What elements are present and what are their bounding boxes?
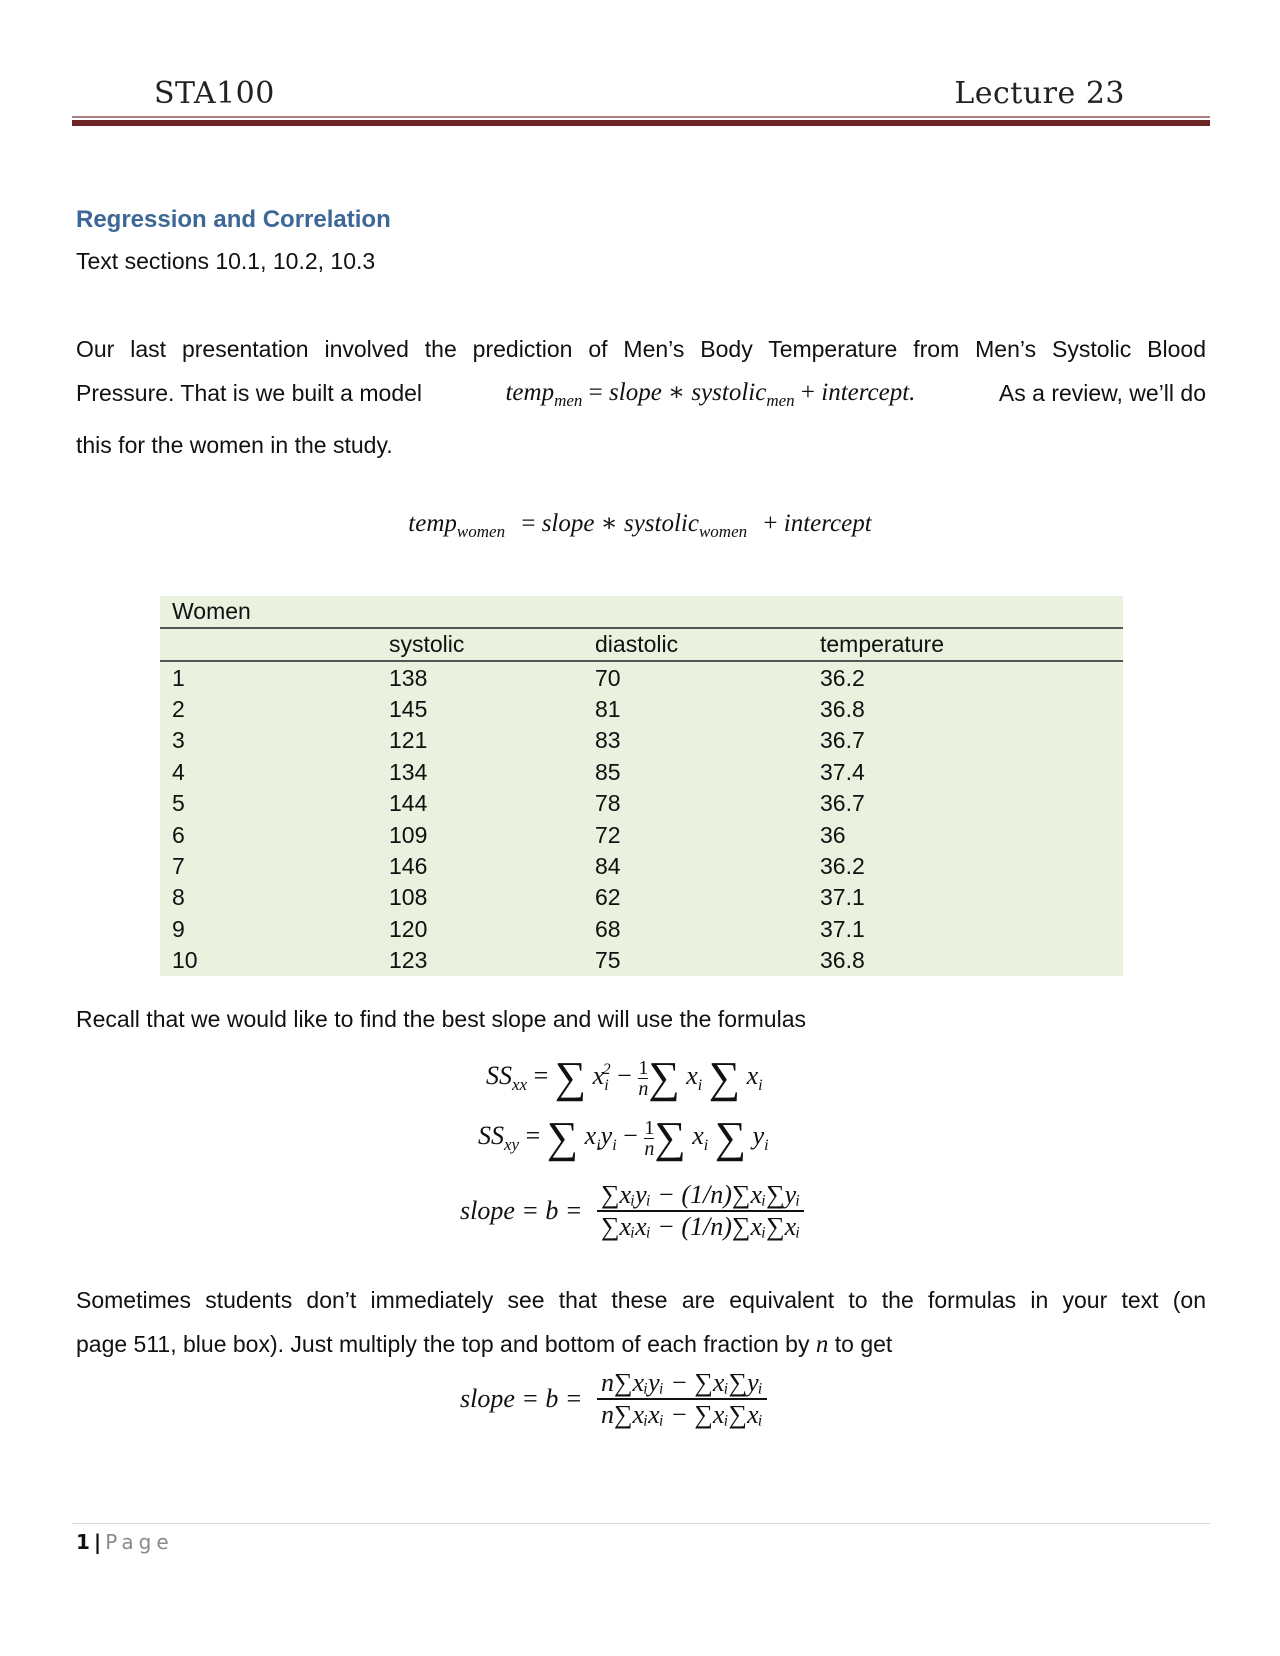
cell: 9 — [172, 915, 185, 942]
cell: 109 — [389, 821, 428, 848]
intro-paragraph — [76, 327, 1206, 467]
eq-intercept: intercept — [783, 510, 872, 537]
cell: 138 — [389, 664, 428, 691]
eq-plus: + — [800, 379, 815, 406]
table-row — [160, 882, 1123, 913]
cell: 4 — [172, 758, 185, 785]
table-caption-row — [160, 596, 1123, 628]
table-row — [160, 788, 1123, 819]
cell: 7 — [172, 852, 185, 879]
footer-rule — [72, 1523, 1210, 1524]
table-row — [160, 725, 1123, 756]
eq-equals: = — [521, 510, 536, 537]
fraction-denominator: n∑xᵢxᵢ − ∑xᵢ∑xᵢ — [597, 1398, 767, 1430]
intro-line-3: this for the women in the study. — [76, 432, 393, 458]
table-row — [160, 661, 1123, 693]
column-header — [160, 628, 377, 661]
equivalence-line-2-prefix: page 511, blue box). Just multiply the top and bottom of each fraction by — [76, 1331, 810, 1357]
cell: 37.4 — [820, 758, 865, 785]
table-row — [160, 694, 1123, 725]
cell: 146 — [389, 852, 428, 879]
ssxy-formula: $SS_{xy}$ = ∑ $x_iy_i$ − $\frac{1}{n}$ ∑ $x_i$ ∑ $y_i$ — [478, 1113, 769, 1162]
table-row — [160, 851, 1123, 882]
page-label: Page — [105, 1530, 174, 1554]
variable-n: n — [815, 1331, 829, 1358]
cell: 36.2 — [820, 664, 865, 691]
slope-formula-1 — [460, 1180, 804, 1242]
slope-formula-2 — [460, 1368, 767, 1430]
cell: 134 — [389, 758, 428, 785]
cell: 84 — [595, 852, 621, 879]
cell: 70 — [595, 664, 621, 691]
course-code: STA100 — [154, 76, 275, 111]
column-header: temperature — [808, 628, 1123, 661]
formula-lhs: SS — [486, 1061, 512, 1090]
formula-lhs-sub: xy — [504, 1135, 520, 1155]
cell: 78 — [595, 790, 621, 817]
cell: 62 — [595, 884, 621, 911]
eq-equals: = — [588, 379, 603, 406]
formula-lhs: slope = b = — [460, 1196, 583, 1225]
header-rule-thin — [72, 116, 1210, 118]
fraction-denominator: ∑xᵢxᵢ − (1/n)∑xᵢ∑xᵢ — [597, 1210, 804, 1242]
column-header: diastolic — [583, 628, 808, 661]
equivalence-line-1: Sometimes students don’t immediately see that these are equivalent to the formulas in your text (on — [76, 1287, 1206, 1313]
eq-slope: slope — [541, 510, 595, 537]
eq-var: systolic — [623, 510, 699, 537]
eq-var-sub: men — [766, 391, 795, 410]
cell: 3 — [172, 727, 185, 754]
cell: 36 — [820, 821, 846, 848]
eq-times: ∗ — [600, 510, 618, 537]
eq-lhs: temp — [505, 379, 555, 406]
table-header-row — [160, 628, 1123, 661]
cell: 108 — [389, 884, 428, 911]
header-rule-thick — [72, 120, 1210, 126]
eq-plus: + — [763, 510, 778, 537]
cell: 121 — [389, 727, 428, 754]
cell: 36.2 — [820, 852, 865, 879]
cell: 72 — [595, 821, 621, 848]
intro-line-2 — [76, 371, 1206, 423]
footer-separator: | — [93, 1530, 102, 1554]
men-model-equation — [505, 371, 915, 423]
equivalence-line-2-suffix: to get — [834, 1331, 893, 1357]
table-row — [160, 914, 1123, 945]
formula-lhs-sub: xx — [512, 1075, 528, 1095]
cell: 6 — [172, 821, 185, 848]
cell: 36.8 — [820, 947, 865, 974]
eq-var: systolic — [691, 379, 767, 406]
cell: 37.1 — [820, 884, 865, 911]
section-title: Regression and Correlation — [76, 206, 391, 233]
column-header: systolic — [377, 628, 583, 661]
cell: 36.7 — [820, 727, 865, 754]
cell: 75 — [595, 947, 621, 974]
women-data-table — [160, 596, 1123, 976]
eq-times: ∗ — [668, 379, 686, 406]
cell: 81 — [595, 695, 621, 722]
page-number: 1 — [76, 1530, 90, 1554]
table-caption: Women — [172, 598, 251, 624]
cell: 10 — [172, 947, 198, 974]
recall-text: Recall that we would like to find the best slope and will use the formulas — [76, 1006, 807, 1032]
eq-var-sub: women — [698, 522, 748, 541]
equivalence-paragraph — [76, 1278, 1206, 1367]
eq-lhs: temp — [408, 510, 457, 537]
eq-lhs-sub: men — [554, 391, 583, 410]
equivalence-line-2 — [76, 1322, 1206, 1367]
women-model-equation — [0, 508, 1280, 542]
eq-intercept: intercept. — [821, 379, 916, 406]
cell: 2 — [172, 695, 185, 722]
cell: 144 — [389, 790, 428, 817]
eq-slope: slope — [609, 379, 662, 406]
cell: 123 — [389, 947, 428, 974]
section-subtitle: Text sections 10.1, 10.2, 10.3 — [76, 248, 376, 274]
cell: 36.7 — [820, 790, 865, 817]
cell: 83 — [595, 727, 621, 754]
cell: 5 — [172, 790, 185, 817]
eq-lhs-sub: women — [456, 522, 506, 541]
cell: 1 — [172, 664, 185, 691]
cell: 8 — [172, 884, 185, 911]
slope-fraction-2 — [597, 1368, 767, 1430]
cell: 68 — [595, 915, 621, 942]
cell: 85 — [595, 758, 621, 785]
table-row — [160, 819, 1123, 850]
intro-line-2-suffix: As a review, we’ll do — [998, 380, 1206, 406]
cell: 120 — [389, 915, 428, 942]
intro-line-1: Our last presentation involved the prediction of Men’s Body Temperature from Men’s Systolic Blood — [76, 336, 1206, 362]
cell: 37.1 — [820, 915, 865, 942]
cell: 36.8 — [820, 695, 865, 722]
fraction-numerator: n∑xᵢyᵢ − ∑xᵢ∑yᵢ — [600, 1368, 763, 1397]
lecture-label: Lecture 23 — [954, 76, 1125, 111]
table-row — [160, 757, 1123, 788]
ssxx-formula: $SS_{xx}$ = ∑ $x_i^2$ − $\frac{1}{n}$ ∑ $x_i$ ∑ $x_i$ — [486, 1053, 763, 1102]
cell: 145 — [389, 695, 428, 722]
formula-lhs: SS — [478, 1121, 504, 1150]
formula-lhs: slope = b = — [460, 1384, 583, 1413]
slope-fraction-1 — [597, 1180, 804, 1242]
page-footer — [76, 1530, 174, 1554]
table-row — [160, 945, 1123, 976]
fraction-numerator: ∑xᵢyᵢ − (1/n)∑xᵢ∑yᵢ — [600, 1180, 801, 1209]
intro-line-2-prefix: Pressure. That is we built a model — [76, 380, 423, 406]
